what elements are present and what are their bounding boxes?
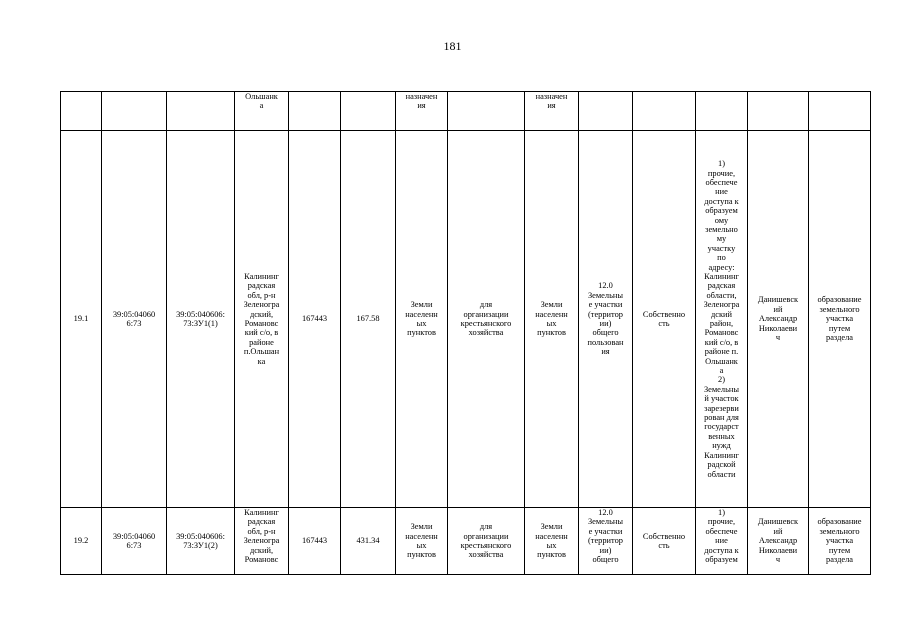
- new-land-category: Земли населенн ых пунктов: [525, 508, 579, 575]
- table-cell: Ольшанк а: [235, 92, 289, 131]
- table-cell: [448, 92, 525, 131]
- source-cadastral-number: 39:05:04060 6:73: [102, 508, 167, 575]
- new-parcel-designation: 39:05:040606: 73:ЗУ1(1): [167, 131, 235, 508]
- land-parcels-table: [60, 91, 871, 575]
- new-area: 167.58: [341, 131, 396, 508]
- table-cell: [748, 92, 809, 131]
- source-area: 167443: [289, 131, 341, 508]
- source-cadastral-number: 39:05:04060 6:73: [102, 131, 167, 508]
- parcel-address: Калининг радская обл, р-н Зеленогра дский, Романовс кий с/о, в районе п.Ольшан ка: [235, 131, 289, 508]
- source-permitted-use: для организации крестьянского хозяйства: [448, 131, 525, 508]
- encumbrance: 1) прочие, обеспече ние доступа к образуем: [696, 508, 748, 575]
- table-cell: назначен ия: [525, 92, 579, 131]
- owner-name: Данишевск ий Александр Николаеви ч: [748, 131, 809, 508]
- encumbrance: 1) прочие, обеспече ние доступа к образуем ому земельно му участку по адресу: Калининг радская области, Зеленогра дский район, Романовс кий с/о, в районе п. Ольшанк а 2) Земельны й участок зарезерви рован для государст венных нужд Калининг радской области: [696, 131, 748, 508]
- owner-name: Данишевск ий Александр Николаеви ч: [748, 508, 809, 575]
- table-cell: [289, 92, 341, 131]
- new-parcel-designation: 39:05:040606: 73:ЗУ1(2): [167, 508, 235, 575]
- row-number: 19.1: [61, 131, 102, 508]
- table-row: [61, 131, 871, 508]
- parcel-address: Калининг радская обл, р-н Зеленогра дский, Романовс: [235, 508, 289, 575]
- table-cell: [102, 92, 167, 131]
- table-cell: [167, 92, 235, 131]
- table-row-continuation: [61, 92, 871, 131]
- table-row: [61, 508, 871, 575]
- ownership-type: Собственно сть: [633, 508, 696, 575]
- new-area: 431.34: [341, 508, 396, 575]
- source-permitted-use: для организации крестьянского хозяйства: [448, 508, 525, 575]
- row-number: 19.2: [61, 508, 102, 575]
- table-cell: [633, 92, 696, 131]
- table-cell: [61, 92, 102, 131]
- table-cell: [579, 92, 633, 131]
- ownership-type: Собственно сть: [633, 131, 696, 508]
- table-cell: [696, 92, 748, 131]
- formation-method: образование земельного участка путем раздела: [809, 131, 871, 508]
- table-cell: назначен ия: [396, 92, 448, 131]
- table-cell: [809, 92, 871, 131]
- new-land-category: Земли населенн ых пунктов: [525, 131, 579, 508]
- page-number: 181: [443, 39, 462, 53]
- source-land-category: Земли населенн ых пунктов: [396, 508, 448, 575]
- new-permitted-use: 12.0 Земельны е участки (территор ии) общего пользован ия: [579, 131, 633, 508]
- table-cell: [341, 92, 396, 131]
- source-area: 167443: [289, 508, 341, 575]
- source-land-category: Земли населенн ых пунктов: [396, 131, 448, 508]
- new-permitted-use: 12.0 Земельны е участки (территор ии) общего: [579, 508, 633, 575]
- formation-method: образование земельного участка путем раздела: [809, 508, 871, 575]
